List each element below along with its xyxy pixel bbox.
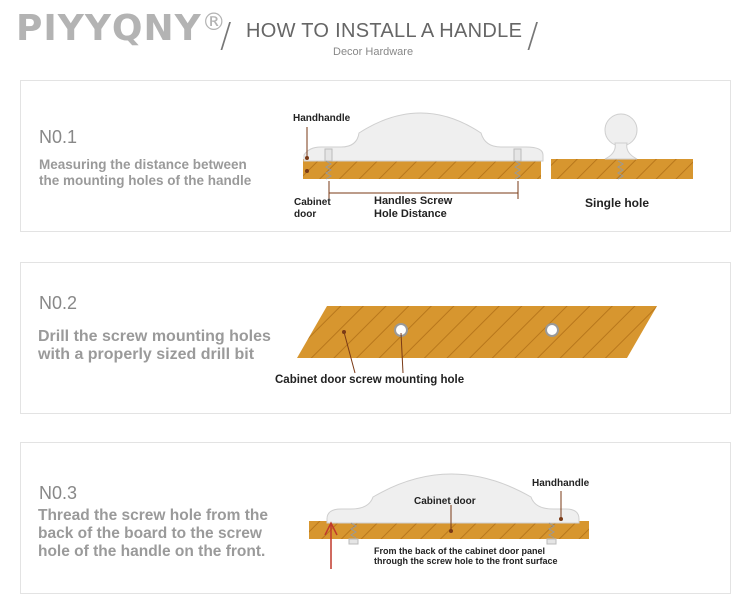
cabinet-door-label: Cabinet door [294,197,331,220]
handle-label: Handhandle [532,478,590,489]
step-3-panel [20,442,731,594]
step-2-text: Drill the screw mounting holes with a properly sized drill bit [38,328,271,364]
mounting-hole-label: Cabinet door screw mounting hole [275,374,465,386]
through-hole-label: From the back of the cabinet door panel through the screw hole to the front surface [374,546,558,567]
step-1-number: N0.1 [39,127,78,147]
page-title: HOW TO INSTALL A HANDLE [246,20,523,42]
hole-distance-label: Handles Screw Hole Distance [374,195,453,220]
handle-label: Handhandle [293,113,351,124]
door-marker [305,169,309,173]
step-1-text: Measuring the distance between the mounting holes of the handle [39,157,252,188]
single-hole-label: Single hole [585,196,650,210]
brand-logo: PIYYQNY® [16,8,227,49]
cabinet-board [309,521,589,539]
step-3-number: N0.3 [39,483,78,503]
drill-hole-right [546,324,558,336]
cabinet-door-label: Cabinet door [414,496,476,507]
header-slash-left: / [220,16,232,56]
knob-handle [605,114,637,159]
header-slash-right: / [527,16,539,56]
page-header [0,0,750,70]
drilled-board [297,306,657,358]
cabinet-board [303,159,541,179]
page-subtitle: Decor Hardware [333,46,414,58]
step-2-panel [20,262,731,414]
step-1-panel [20,80,731,232]
step-3-text: Thread the screw hole from the back of the board to the screw hole of the handle on the front. [38,507,268,560]
step-2-number: N0.2 [39,293,78,313]
